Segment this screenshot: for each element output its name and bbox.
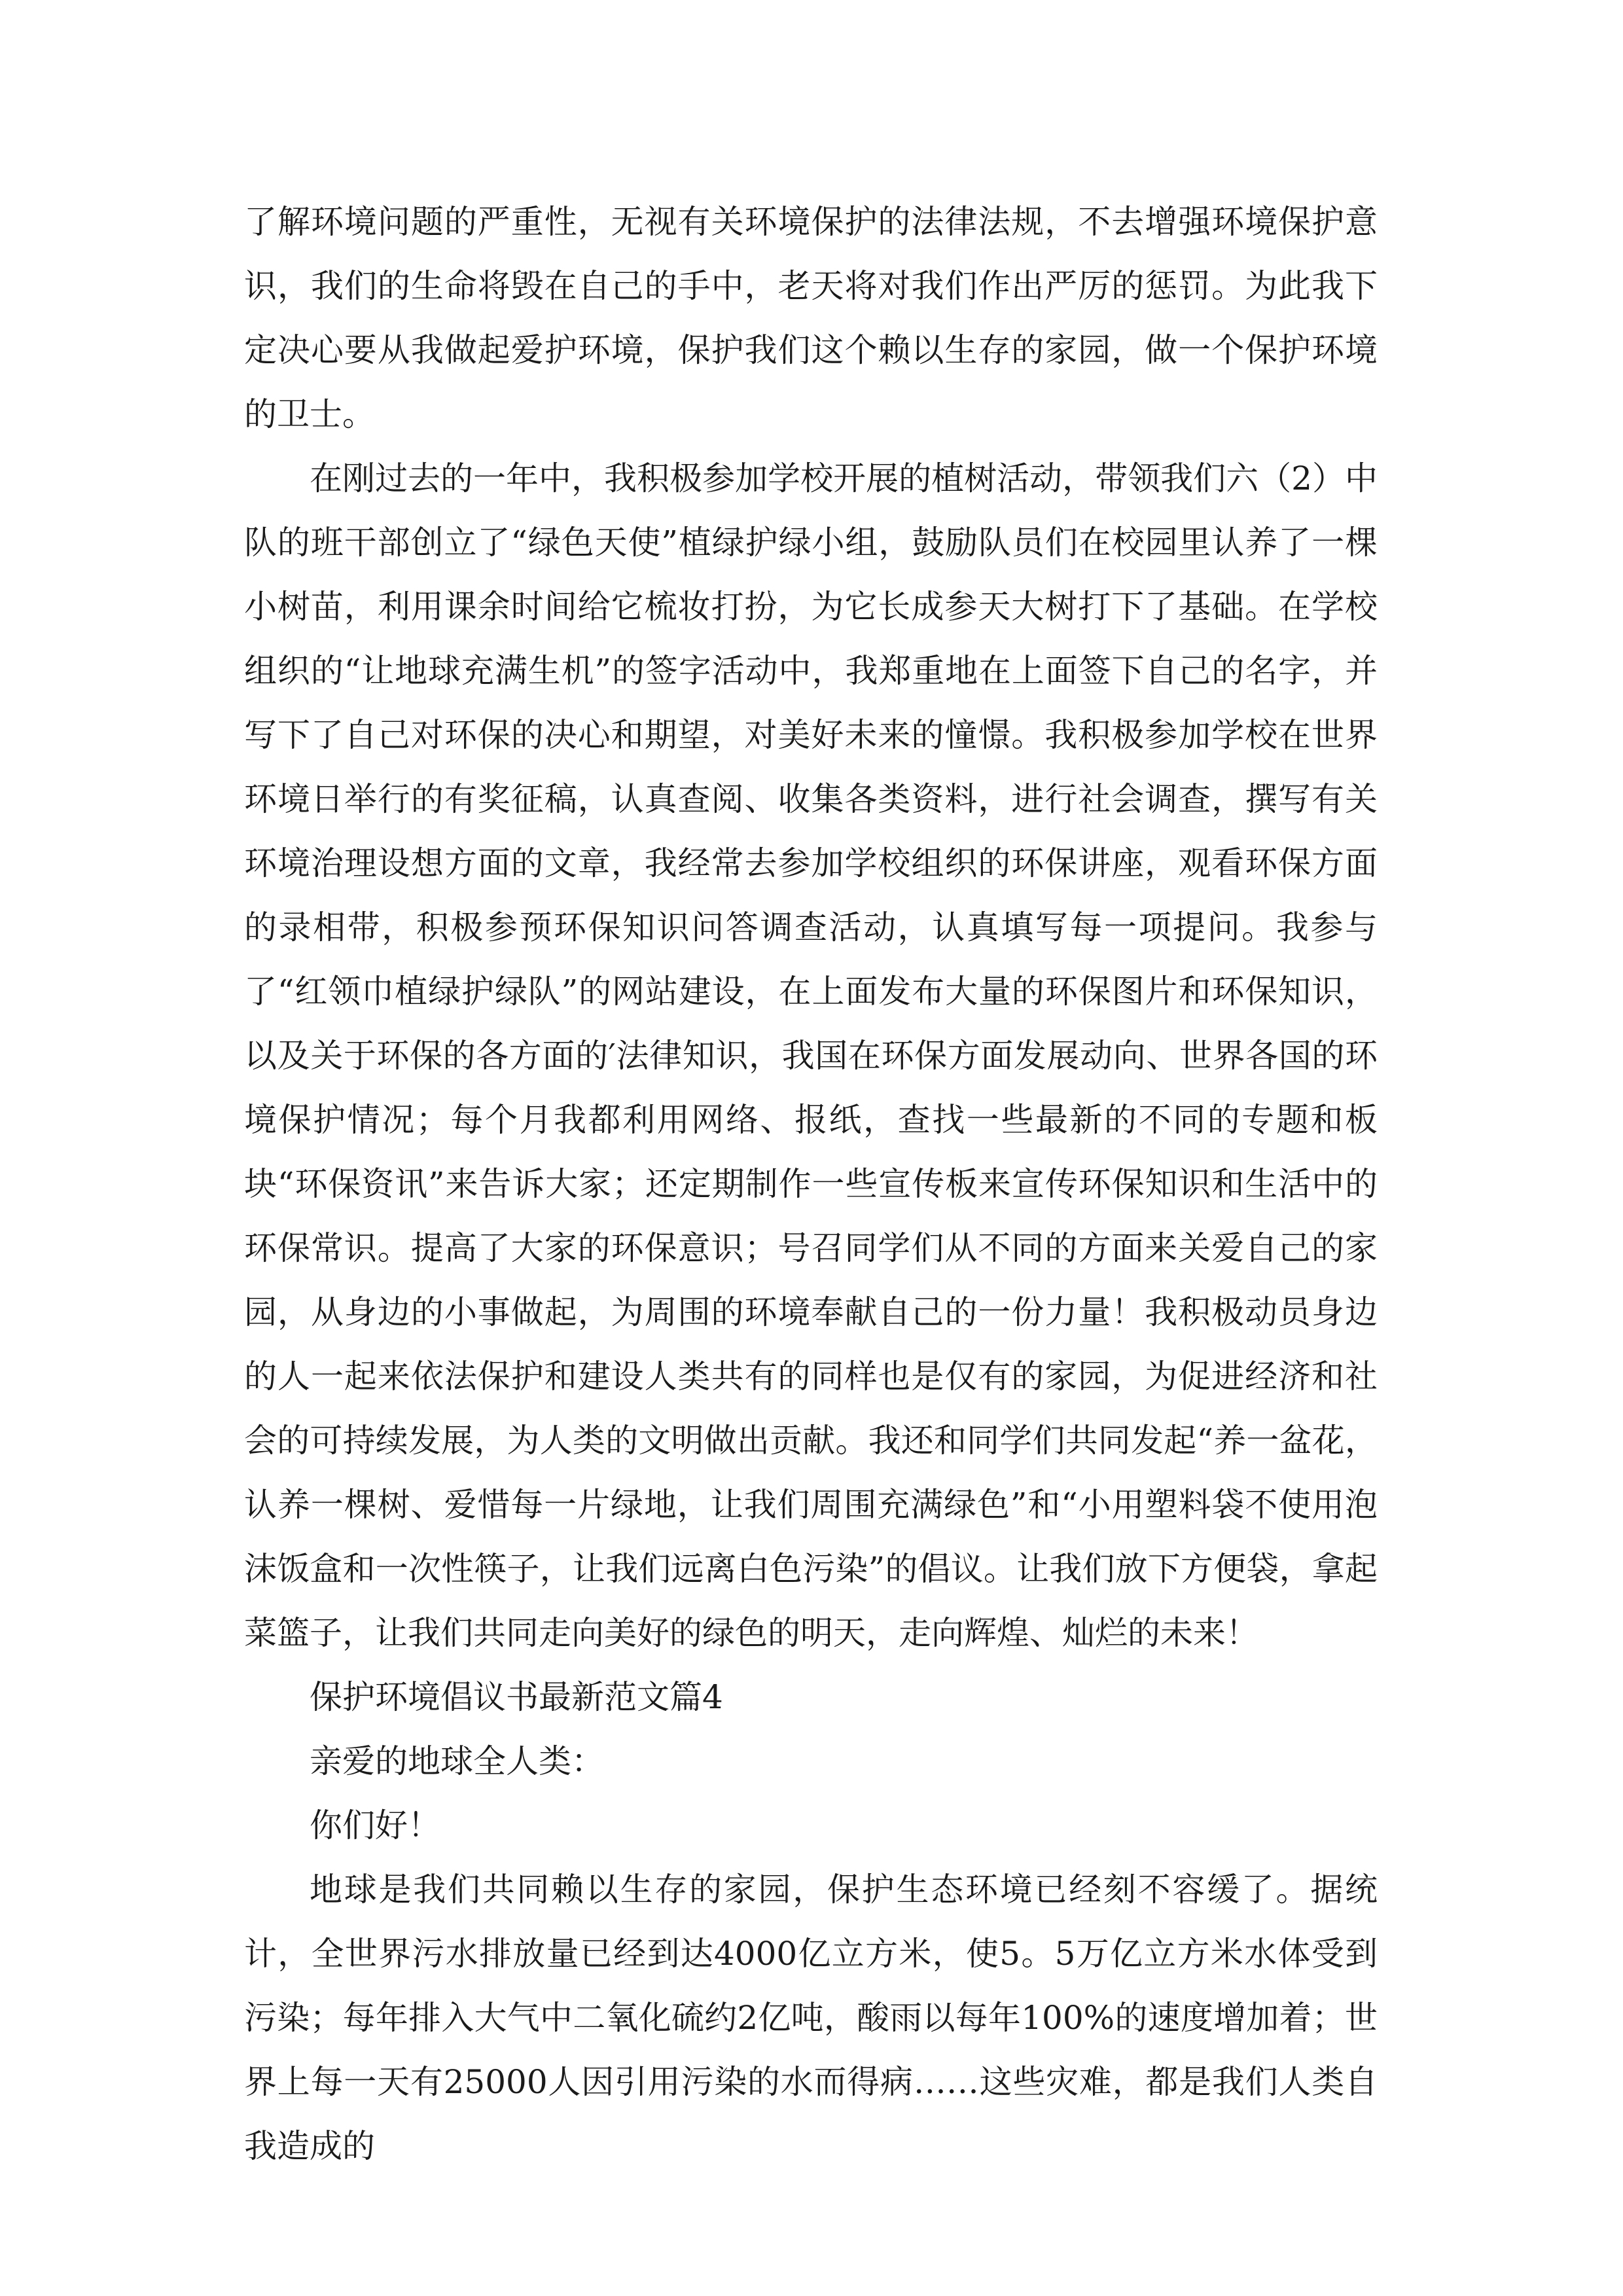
- section-heading: 保护环境倡议书最新范文篇4: [310, 1678, 723, 1716]
- paragraph-continuation: 了解环境问题的严重性，无视有关环境保护的法律法规，不去增强环境保护意识，我们的生命将毁在自己的手中，老天将对我们作出严厉的惩罚。为此我下定决心要从我做起爱护环境，保护我们这个赖以生存的家园，做一个保护环境的卫士。: [244, 203, 1378, 433]
- document-body: [244, 190, 1378, 2178]
- salutation: 亲爱的地球全人类：: [310, 1742, 604, 1780]
- paragraph-activities: 在刚过去的一年中，我积极参加学校开展的植树活动，带领我们六（2）中队的班干部创立了“绿色天使”植绿护绿小组，鼓励队员们在校园里认养了一棵小树苗，利用课余时间给它梳妆打扮，为它长成参天大树打下了基础。在学校组织的“让地球充满生机”的签字活动中，我郑重地在上面签下自己的名字，并写下了自己对环保的决心和期望，对美好未来的憧憬。我积极参加学校在世界环境日举行的有奖征稿，认真查阅、收集各类资料，进行社会调查，撰写有关环境治理设想方面的文章，我经常去参加学校组织的环保讲座，观看环保方面的录相带，积极参预环保知识问答调查活动，认真填写每一项提问。我参与了“红领巾植绿护绿队”的网站建设，在上面发布大量的环保图片和环保知识，以及关于环保的各方面的′法律知识，我国在环保方面发展动向、世界各国的环境保护情况；每个月我都利用网络、报纸，查找一些最新的不同的专题和板块“环保资讯”来告诉大家；还定期制作一些宣传板来宣传环保知识和生活中的环保常识。提高了大家的环保意识；号召同学们从不同的方面来关爱自己的家园，从身边的小事做起，为周围的环境奉献自己的一份力量！我积极动员身边的人一起来依法保护和建设人类共有的同样也是仅有的家园，为促进经济和社会的可持续发展，为人类的文明做出贡献。我还和同学们共同发起“养一盆花，认养一棵树、爱惜每一片绿地，让我们周围充满绿色”和“小用塑料袋不使用泡沫饭盒和一次性筷子，让我们远离白色污染”的倡议。让我们放下方便袋，拿起菜篮子，让我们共同走向美好的绿色的明天，走向辉煌、灿烂的未来！: [244, 459, 1378, 1652]
- paragraph-statistics: 地球是我们共同赖以生存的家园，保护生态环境已经刻不容缓了。据统计，全世界污水排放量已经到达4000亿立方米，使5。5万亿立方米水体受到污染；每年排入大气中二氧化硫约2亿吨，酸雨以每年100%的速度增加着；世界上每一天有25000人因引用污染的水而得病……这些灾难，都是我们人类自我造成的: [244, 1871, 1378, 2165]
- greeting: 你们好！: [310, 1806, 440, 1844]
